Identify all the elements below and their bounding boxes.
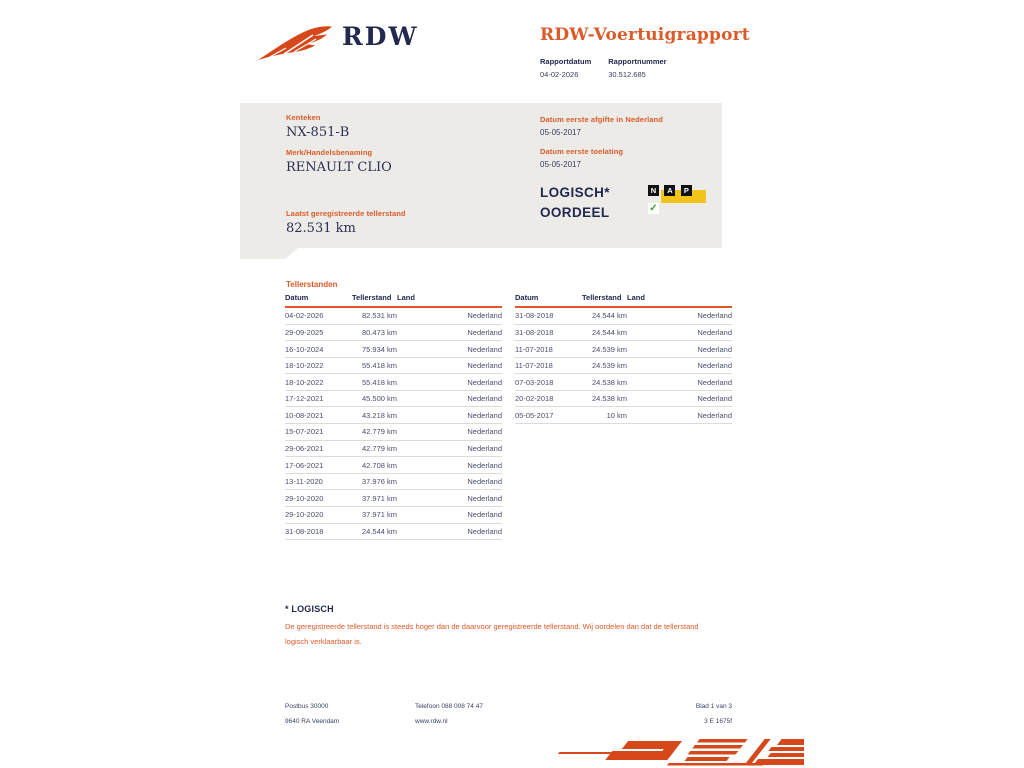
table-cell: 29-10-2020 (285, 506, 352, 523)
table-cell: 31-08-2018 (515, 307, 582, 324)
table-cell: 10 km (582, 407, 627, 424)
kenteken-label: Kenteken (286, 113, 321, 122)
table-cell: 17-06-2021 (285, 457, 352, 474)
table-cell: 05-05-2017 (515, 407, 582, 424)
table-cell: 24.544 km (352, 523, 397, 540)
table-cell: Nederland (397, 374, 502, 391)
logisch-footnote (285, 604, 710, 649)
footer-form-code: 3 E 1675f (704, 718, 732, 725)
oordeel-line1: LOGISCH* (540, 185, 610, 200)
table-cell: 24.544 km (582, 307, 627, 324)
table-cell: 11-07-2018 (515, 357, 582, 374)
oordeel-line2: OORDEEL (540, 205, 610, 220)
table-cell: 29-09-2025 (285, 324, 352, 341)
panel-corner-tab (240, 248, 298, 259)
kenteken-value: NX-851-B (286, 125, 350, 140)
tellerstand-value: 82.531 km (286, 221, 356, 236)
table-cell: Nederland (397, 390, 502, 407)
tellerstanden-table-right (515, 291, 732, 424)
table-cell: Nederland (627, 390, 732, 407)
table-cell: Nederland (627, 324, 732, 341)
rdw-bird-icon (256, 22, 336, 66)
table-cell: 37.971 km (352, 506, 397, 523)
table-cell: 42.779 km (352, 440, 397, 457)
footnote-text: De geregistreerde tellerstand is steeds hoger dan de daarvoor geregistreerde tellerstand. Wij oordelen dan dat de tellerstand logisch verklaarbaar is. (285, 622, 699, 646)
afgifte-label: Datum eerste afgifte in Nederland (540, 115, 663, 124)
table-cell: 43.218 km (352, 407, 397, 424)
table-cell: 13-11-2020 (285, 473, 352, 490)
table-cell: Nederland (397, 407, 502, 424)
table-header-row (285, 291, 502, 307)
table-row (285, 440, 502, 457)
nap-logo (648, 185, 706, 214)
column-header-land: Land (627, 291, 732, 307)
column-header-tellerstand: Tellerstand (352, 291, 397, 307)
oordeel-verdict (540, 183, 610, 223)
table-cell: 55.418 km (352, 357, 397, 374)
table-cell: 42.708 km (352, 457, 397, 474)
table-row (285, 457, 502, 474)
table-cell: Nederland (397, 490, 502, 507)
table-cell: 20-02-2018 (515, 390, 582, 407)
toelating-field (540, 147, 623, 169)
footer-page-info (602, 699, 732, 729)
table-cell: 24.538 km (582, 390, 627, 407)
tellerstanden-section-title: Tellerstanden (286, 280, 338, 289)
toelating-value: 05-05-2017 (540, 160, 581, 169)
merk-value: RENAULT CLIO (286, 160, 392, 175)
table-cell: Nederland (397, 324, 502, 341)
table-row (515, 407, 732, 424)
table-cell: Nederland (397, 506, 502, 523)
report-date-value: 04-02-2026 (540, 70, 579, 79)
table-cell: 80.473 km (352, 324, 397, 341)
table-cell: Nederland (397, 307, 502, 324)
table-row (285, 357, 502, 374)
table-cell: 11-07-2018 (515, 341, 582, 358)
rdw-stripes-graphic (542, 736, 804, 768)
toelating-label: Datum eerste toelating (540, 147, 624, 156)
table-row (515, 390, 732, 407)
table-cell: 29-10-2020 (285, 490, 352, 507)
nap-letter-a: A (664, 185, 675, 196)
table-row (285, 473, 502, 490)
table-cell: Nederland (627, 341, 732, 358)
table-row (285, 374, 502, 391)
table-cell: 37.971 km (352, 490, 397, 507)
column-header-land: Land (397, 291, 502, 307)
table-cell: 10-08-2021 (285, 407, 352, 424)
table-cell: Nederland (397, 473, 502, 490)
column-header-datum: Datum (515, 291, 582, 307)
table-cell: Nederland (397, 424, 502, 441)
table-row (285, 390, 502, 407)
table-cell: 24.544 km (582, 324, 627, 341)
table-row (515, 357, 732, 374)
table-row (515, 307, 732, 324)
table-row (285, 424, 502, 441)
table-cell: 24.539 km (582, 357, 627, 374)
table-cell: 42.779 km (352, 424, 397, 441)
table-cell: 18-10-2022 (285, 357, 352, 374)
table-cell: 75.934 km (352, 341, 397, 358)
table-cell: 31-08-2018 (515, 324, 582, 341)
footer-postbus: Postbus 30000 (285, 703, 329, 710)
table-cell: Nederland (397, 523, 502, 540)
table-cell: Nederland (627, 374, 732, 391)
table-cell: Nederland (397, 341, 502, 358)
footer-contact (415, 699, 483, 729)
vehicle-summary-panel (240, 103, 722, 248)
nap-check-icon: ✓ (649, 203, 658, 214)
footer-phone: Telefoon 088 008 74 47 (415, 703, 483, 710)
rdw-logo (256, 22, 419, 66)
report-number-block (608, 57, 666, 79)
footer-website: www.rdw.nl (415, 718, 448, 725)
report-number-label: Rapportnummer (608, 57, 667, 66)
merk-label: Merk/Handelsbenaming (286, 148, 373, 157)
table-row (515, 341, 732, 358)
table-cell: Nederland (397, 440, 502, 457)
table-row (285, 324, 502, 341)
table-cell: 31-08-2018 (285, 523, 352, 540)
kenteken-field (286, 113, 349, 140)
table-cell: 24.538 km (582, 374, 627, 391)
report-meta (540, 57, 667, 79)
table-cell: 82.531 km (352, 307, 397, 324)
table-row (285, 506, 502, 523)
table-cell: 07-03-2018 (515, 374, 582, 391)
report-number-value: 30.512.685 (608, 70, 646, 79)
footer-page-number: Blad 1 van 3 (695, 703, 732, 710)
column-header-tellerstand: Tellerstand (582, 291, 627, 307)
tellerstand-field (286, 209, 406, 236)
table-row (285, 341, 502, 358)
table-row (285, 523, 502, 540)
nap-letter-n: N (648, 185, 659, 196)
column-header-datum: Datum (285, 291, 352, 307)
table-row (515, 374, 732, 391)
table-cell: 29-06-2021 (285, 440, 352, 457)
tellerstand-label: Laatst geregistreerde tellerstand (286, 209, 406, 218)
table-cell: 15-07-2021 (285, 424, 352, 441)
table-cell: 16-10-2024 (285, 341, 352, 358)
afgifte-field (540, 115, 663, 137)
table-cell: 17-12-2021 (285, 390, 352, 407)
table-row (285, 307, 502, 324)
tellerstanden-table-left (285, 291, 502, 540)
table-cell: Nederland (627, 357, 732, 374)
table-row (515, 324, 732, 341)
table-cell: 45.500 km (352, 390, 397, 407)
table-cell: Nederland (627, 307, 732, 324)
table-cell: 24.539 km (582, 341, 627, 358)
table-row (285, 407, 502, 424)
table-cell: Nederland (397, 357, 502, 374)
report-date-block (540, 57, 591, 79)
page-title: RDW-Voertuigrapport (540, 25, 750, 45)
report-date-label: Rapportdatum (540, 57, 592, 66)
table-row (285, 490, 502, 507)
footer-city: 9640 RA Veendam (285, 718, 340, 725)
table-cell: 18-10-2022 (285, 374, 352, 391)
table-cell: 55.418 km (352, 374, 397, 391)
table-cell: 04-02-2026 (285, 307, 352, 324)
footer-address (285, 699, 339, 729)
afgifte-value: 05-05-2017 (540, 128, 581, 137)
merk-field (286, 148, 392, 175)
table-cell: Nederland (627, 407, 732, 424)
rdw-logo-text: RDW (342, 22, 419, 51)
table-cell: Nederland (397, 457, 502, 474)
table-cell: 37.976 km (352, 473, 397, 490)
footnote-title: * LOGISCH (285, 604, 334, 614)
table-header-row (515, 291, 732, 307)
nap-letter-p: P (681, 185, 692, 196)
